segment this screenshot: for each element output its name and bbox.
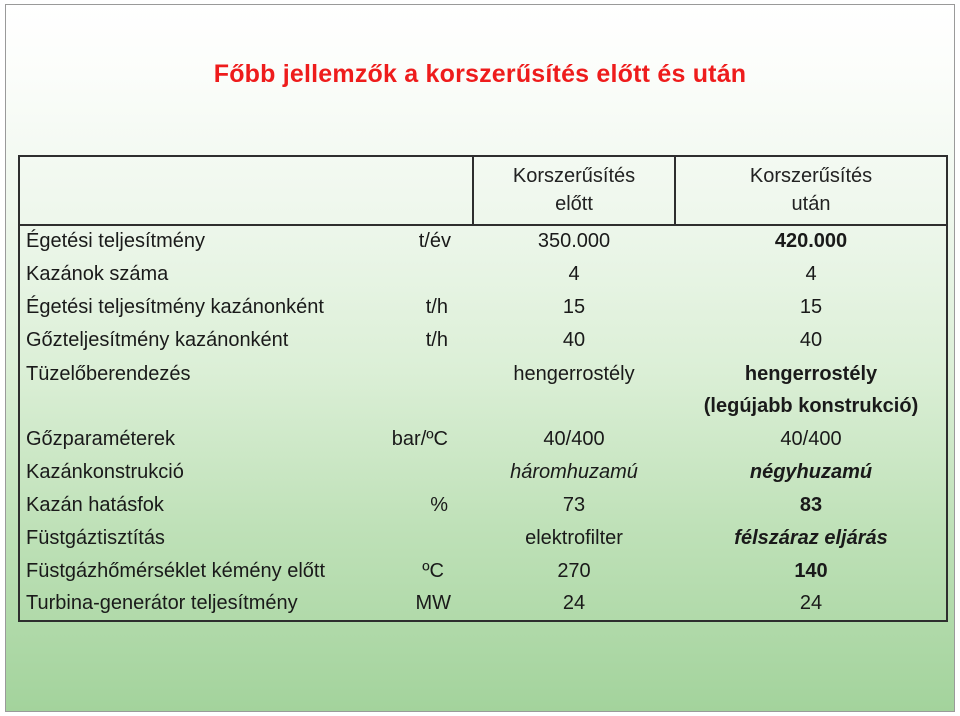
row-value-after: 24 (799, 592, 823, 614)
row-label: Égetési teljesítmény (26, 230, 205, 252)
header-before (474, 162, 674, 218)
row-value-after: négyhuzamú (749, 461, 873, 483)
row-label: Füstgázhőmérséklet kémény előtt (26, 560, 326, 582)
row-value-before: 350.000 (537, 230, 611, 252)
row-value-after: félszáraz eljárás (734, 527, 888, 549)
row-label: Tüzelőberendezés (26, 363, 191, 385)
row-unit: t/h (425, 329, 448, 351)
row-value-before: elektrofilter (525, 527, 623, 549)
row-value-after: 83 (799, 494, 823, 516)
row-value-before: hengerrostély (513, 363, 635, 385)
row-unit: MW (415, 592, 451, 614)
row-unit: t/h (425, 296, 448, 318)
row-value-before: 15 (562, 296, 586, 318)
row-value-after: 420.000 (774, 230, 848, 252)
row-unit: ºC (422, 560, 444, 582)
row-value-before: 24 (562, 592, 586, 614)
header-after-line1: Korszerűsítés (749, 165, 873, 187)
row-label: Gőzparaméterek (26, 428, 175, 450)
row-value-before: háromhuzamú (510, 461, 638, 483)
row-label: Turbina-generátor teljesítmény (26, 592, 298, 614)
row-label: Égetési teljesítmény kazánonként (26, 296, 324, 318)
row-label: Kazánkonstrukció (26, 461, 184, 483)
row-label: Füstgáztisztítás (26, 527, 165, 549)
row-label: Gőzteljesítmény kazánonként (26, 329, 289, 351)
row-label: Kazán hatásfok (26, 494, 164, 516)
table-header-divider (18, 224, 948, 226)
row-unit: t/év (418, 230, 451, 252)
row-unit: bar/ºC (391, 428, 448, 450)
row-value-before: 40/400 (543, 428, 605, 450)
row-value-after: 40/400 (780, 428, 842, 450)
row-unit: % (430, 494, 448, 516)
header-before-line2: előtt (555, 193, 593, 215)
row-value-before: 40 (562, 329, 586, 351)
header-after (676, 162, 946, 218)
row-value-before: 270 (557, 560, 591, 582)
row-value-before: 4 (568, 263, 580, 285)
row-value-after-note: (legújabb konstrukció) (703, 395, 919, 417)
slide-title: Főbb jellemzők a korszerűsítés előtt és után (213, 60, 747, 88)
row-value-after: 4 (805, 263, 817, 285)
row-value-after: 15 (799, 296, 823, 318)
row-label: Kazánok száma (26, 263, 169, 285)
row-value-after: 40 (799, 329, 823, 351)
row-value-after: 140 (794, 560, 828, 582)
header-before-line1: Korszerűsítés (512, 165, 636, 187)
row-value-after: hengerrostély (744, 363, 878, 385)
header-after-line2: után (791, 193, 831, 215)
row-value-before: 73 (562, 494, 586, 516)
